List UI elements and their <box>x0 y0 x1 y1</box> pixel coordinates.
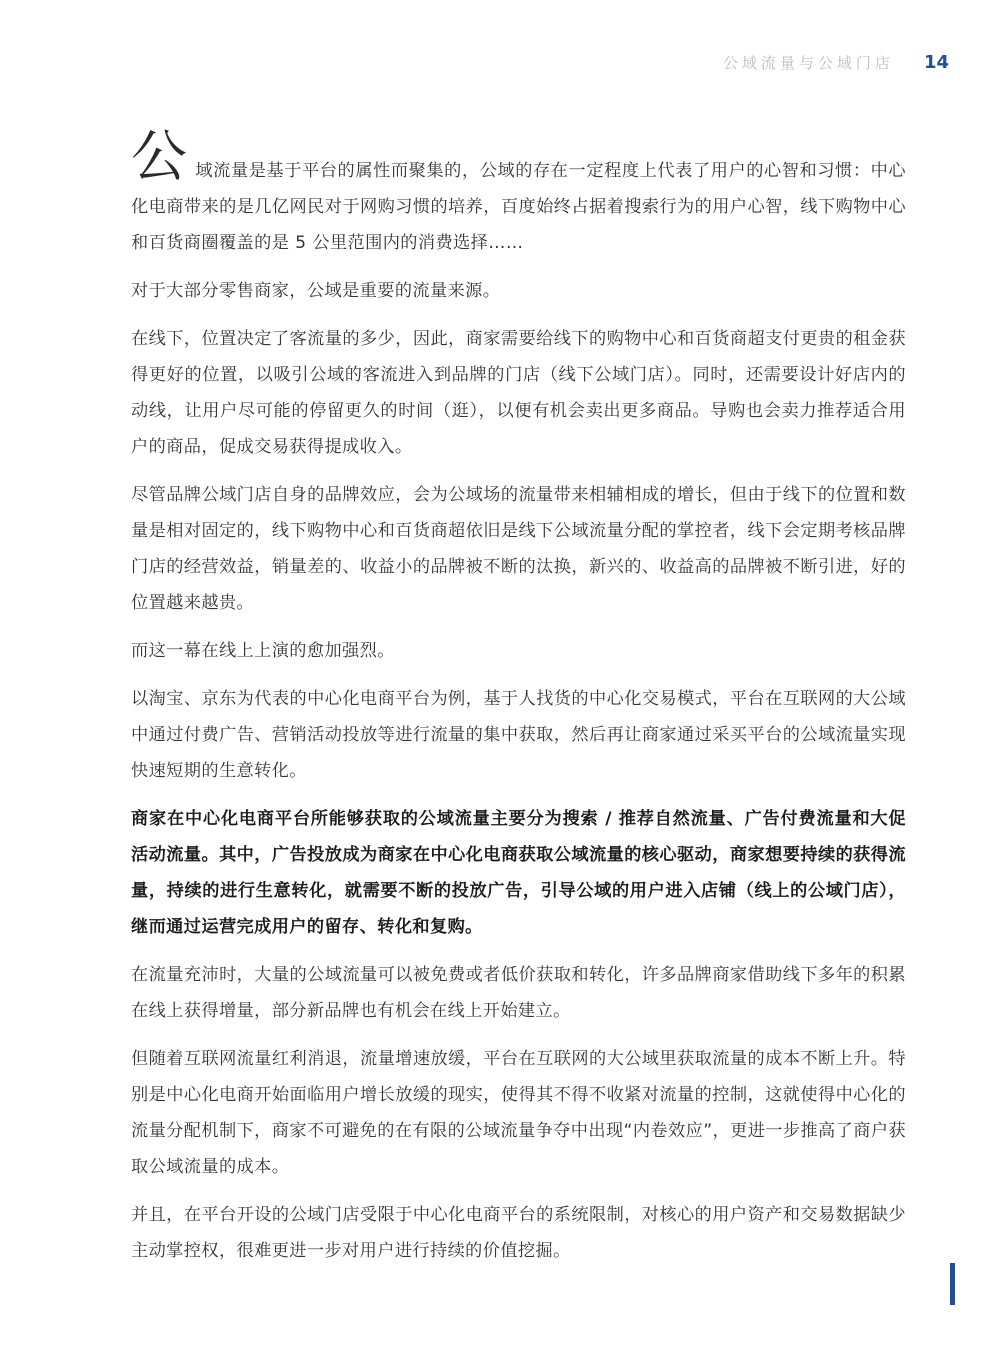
paragraph: 而这一幕在线上上演的愈加强烈。 <box>131 641 395 661</box>
paragraph: 在流量充沛时，大量的公域流量可以被免费或者低价获取和转化，许多品牌商家借助线下多年的积累在线上获得增量，部分新品牌也有机会在线上开始建立。 <box>131 965 906 1021</box>
highlight-paragraph: 商家在中心化电商平台所能够获取的公域流量主要分为搜索 / 推荐自然流量、广告付费流量和大促活动流量。其中，广告投放成为商家在中心化电商获取公域流量的核心驱动，商家想要持续的获得流量，持续的进行生意转化，就需要不断的投放广告，引导公域的用户进入店铺（线上的公域门店），继而通过运营完成用户的留存、转化和复购。 <box>131 809 906 937</box>
article-body <box>131 125 906 1281</box>
paragraph: 以淘宝、京东为代表的中心化电商平台为例，基于人找货的中心化交易模式，平台在互联网的大公域中通过付费广告、营销活动投放等进行流量的集中获取，然后再让商家通过采买平台的公域流量实现快速短期的生意转化。 <box>131 689 906 781</box>
paragraph: 并且，在平台开设的公域门店受限于中心化电商平台的系统限制，对核心的用户资产和交易数据缺少主动掌控权，很难更进一步对用户进行持续的价值挖掘。 <box>131 1205 906 1261</box>
drop-cap: 公 <box>131 125 188 190</box>
paragraph: 但随着互联网流量红利消退，流量增速放缓，平台在互联网的大公域里获取流量的成本不断上升。特别是中心化电商开始面临用户增长放缓的现实，使得其不得不收紧对流量的控制，这就使得中心化的流量分配机制下，商家不可避免的在有限的公域流量争夺中出现“内卷效应”，更进一步推高了商户获取公域流量的成本。 <box>131 1049 906 1177</box>
paragraph: 尽管品牌公域门店自身的品牌效应，会为公域场的流量带来相辅相成的增长，但由于线下的位置和数量是相对固定的，线下购物中心和百货商超依旧是线下公域流量分配的掌控者，线下会定期考核品牌门店的经营效益，销量差的、收益小的品牌被不断的汰换，新兴的、收益高的品牌被不断引进，好的位置越来越贵。 <box>131 485 906 613</box>
paragraph: 对于大部分零售商家，公域是重要的流量来源。 <box>131 281 501 301</box>
intro-paragraph <box>131 125 906 261</box>
page-header <box>723 52 949 73</box>
intro-text: 域流量是基于平台的属性而聚集的，公域的存在一定程度上代表了用户的心智和习惯：中心化电商带来的是几亿网民对于网购习惯的培养，百度始终占据着搜索行为的用户心智，线下购物中心和百货商圈覆盖的是 5 公里范围内的消费选择…… <box>131 161 906 253</box>
paragraph: 在线下，位置决定了客流量的多少，因此，商家需要给线下的购物中心和百货商超支付更贵的租金获得更好的位置，以吸引公域的客流进入到品牌的门店（线下公域门店）。同时，还需要设计好店内的动线，让用户尽可能的停留更久的时间（逛），以便有机会卖出更多商品。导购也会卖力推荐适合用户的商品，促成交易获得提成收入。 <box>131 329 906 457</box>
page-number: 14 <box>923 52 949 73</box>
accent-bar <box>950 1263 955 1305</box>
section-title: 公域流量与公域门店 <box>722 54 894 72</box>
